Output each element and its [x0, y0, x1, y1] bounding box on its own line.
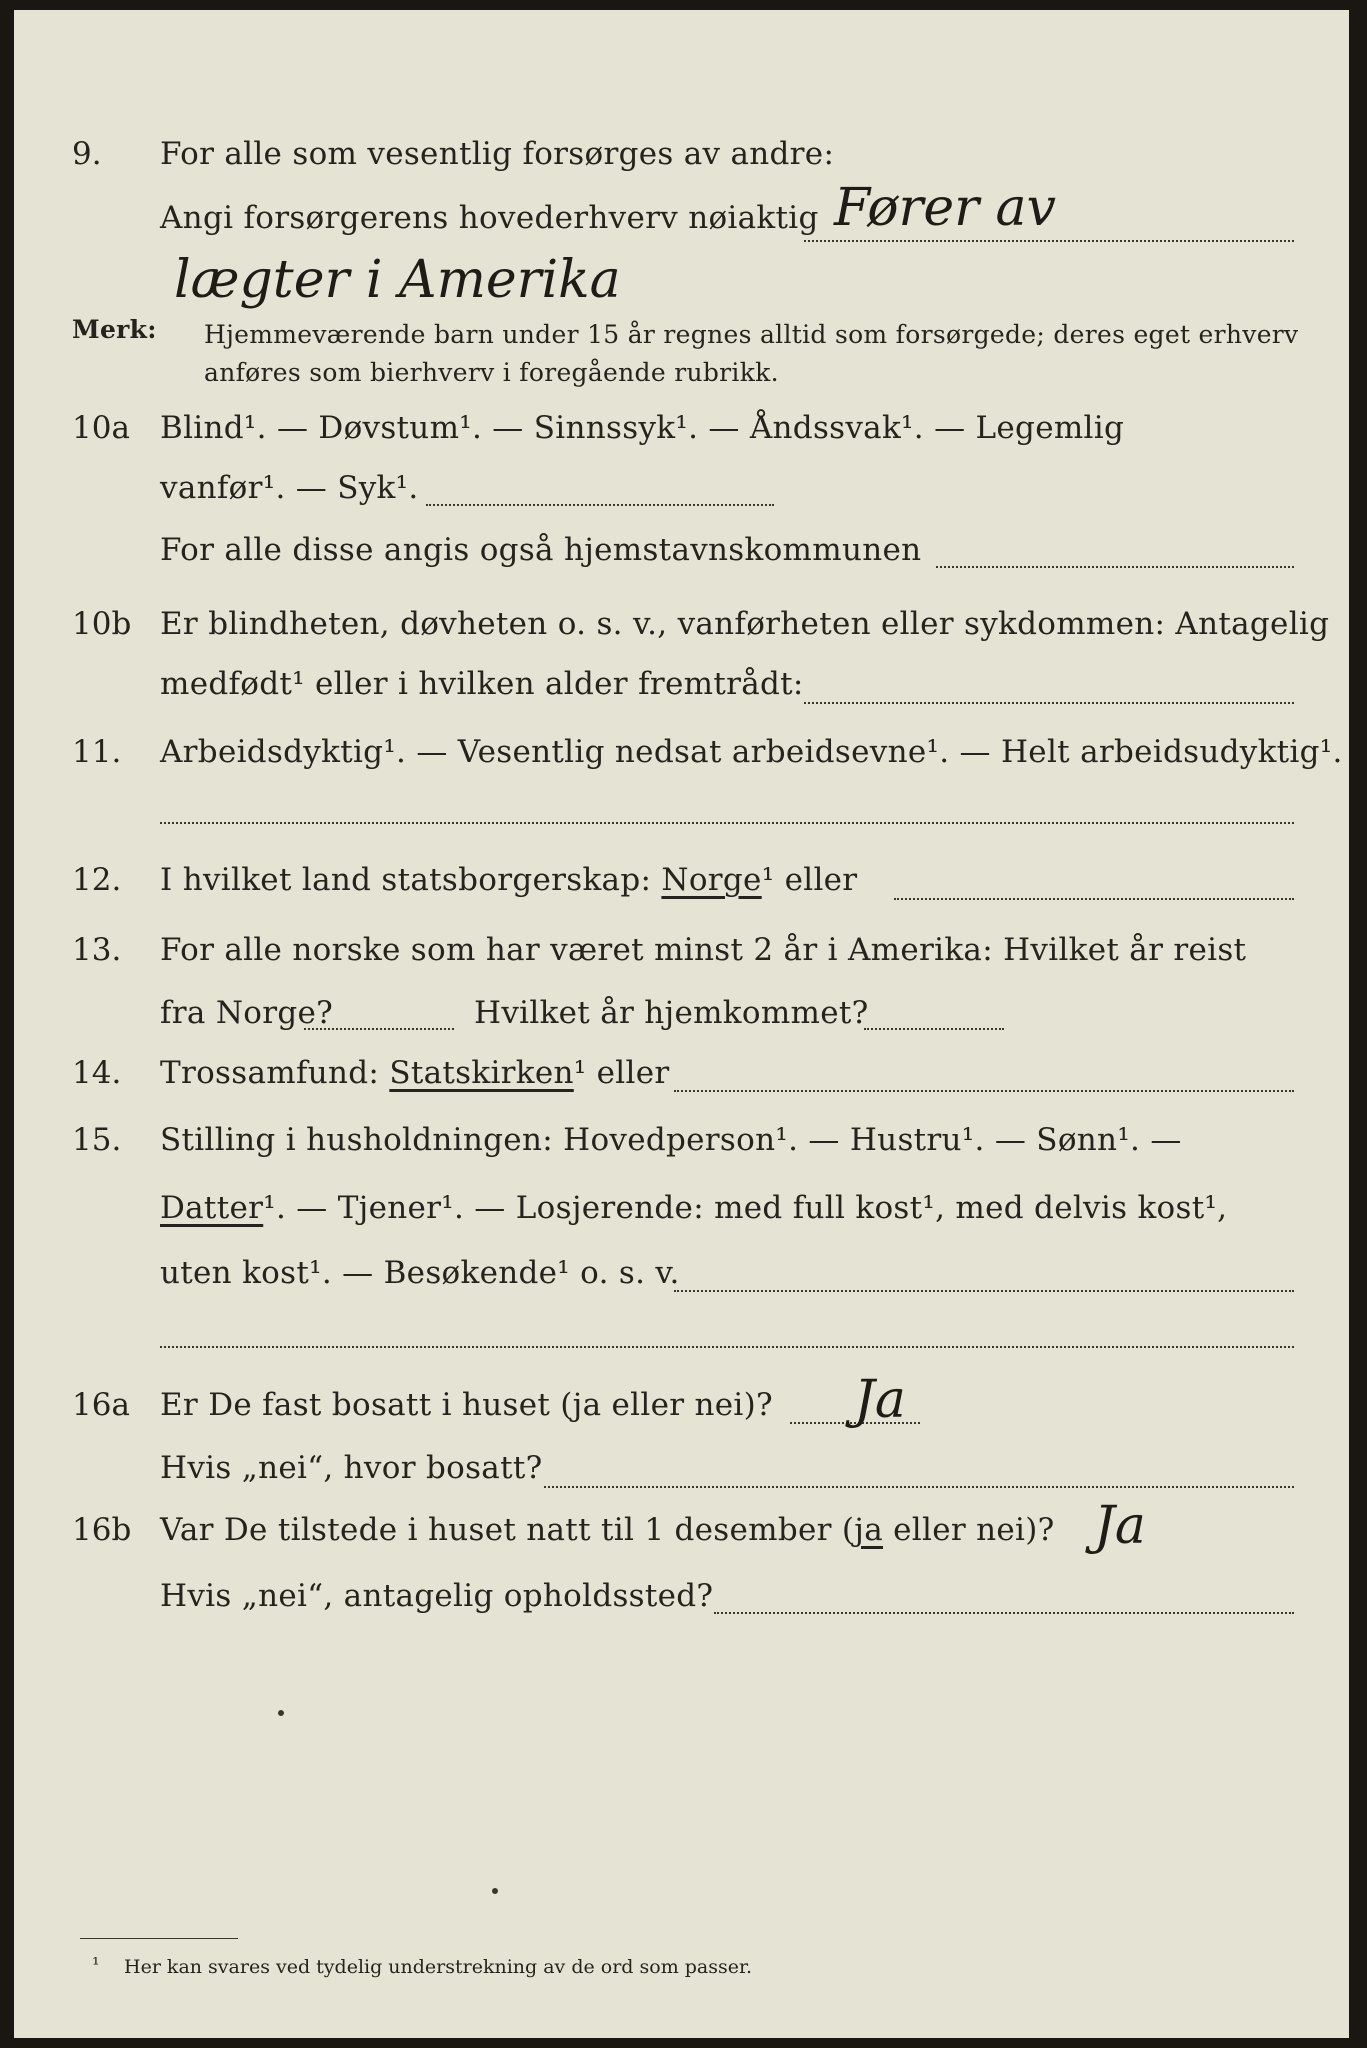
- q9-number: 9.: [72, 136, 102, 172]
- q12-post: ¹ eller: [761, 862, 858, 898]
- q11-answer-line: [160, 822, 1294, 824]
- q16a-line2: Hvis „nei“, hvor bosatt?: [160, 1450, 543, 1486]
- q15-line1: Stilling i husholdningen: Hovedperson¹. — Hustru¹. — Sønn¹. —: [160, 1122, 1182, 1158]
- q11-line1: Arbeidsdyktig¹. — Vesentlig nedsat arbeidsevne¹. — Helt arbeidsudyktig¹.: [160, 734, 1343, 770]
- q10b-line2: medfødt¹ eller i hvilken alder fremtrådt:: [160, 666, 804, 702]
- q12-number: 12.: [72, 862, 122, 898]
- q13-return-answer-line: [864, 1028, 1004, 1030]
- merk-label: Merk:: [72, 315, 157, 344]
- q9-line1: For alle som vesentlig forsørges av andre:: [160, 136, 835, 172]
- q15-answer-line-2: [160, 1346, 1294, 1348]
- q9-answer-line1: [804, 240, 1294, 242]
- q14-underlined-answer: Statskirken: [389, 1055, 574, 1091]
- q10b-answer-line: [804, 702, 1294, 704]
- q14-question: Trossamfund:: [160, 1055, 380, 1091]
- q16a-line1: Er De fast bosatt i huset (ja eller nei)?: [160, 1387, 773, 1423]
- q15-line2: ¹. — Tjener¹. — Losjerende: med full kost¹, med delvis kost¹,: [263, 1190, 1228, 1226]
- q15-answer-line: [674, 1290, 1294, 1292]
- ink-speck: [492, 1888, 498, 1894]
- q10b-line1: Er blindheten, døvheten o. s. v., vanførheten eller sykdommen: Antagelig: [160, 606, 1330, 642]
- q12-answer-line: [894, 898, 1294, 900]
- q10a-home-answer-line: [936, 566, 1294, 568]
- ink-speck: [278, 1710, 284, 1716]
- q16b-location-answer-line: [714, 1612, 1294, 1614]
- q10a-line2: vanfør¹. — Syk¹.: [160, 470, 419, 506]
- q13-departure-answer-line: [304, 1028, 454, 1030]
- q16a-residence-answer-line: [544, 1486, 1294, 1488]
- q9-handwritten-answer-1: Fører av: [834, 178, 1056, 238]
- q10a-number: 10a: [72, 410, 130, 446]
- q16b-line1a: Var De tilstede i huset natt til 1 desember (: [160, 1512, 855, 1548]
- q13-number: 13.: [72, 932, 122, 968]
- q11-number: 11.: [72, 734, 122, 770]
- q10b-number: 10b: [72, 606, 132, 642]
- q16a-number: 16a: [72, 1387, 130, 1423]
- q14-post: ¹ eller: [573, 1055, 670, 1091]
- q14-line: [160, 1055, 670, 1091]
- q16b-number: 16b: [72, 1512, 132, 1548]
- q16b-line2: Hvis „nei“, antagelig opholdssted?: [160, 1578, 714, 1614]
- q9-handwritten-answer-2: lægter i Amerika: [174, 250, 621, 310]
- footnote-mark: ¹: [92, 1954, 100, 1976]
- q13-line1: For alle norske som har været minst 2 år i Amerika: Hvilket år reist: [160, 932, 1247, 968]
- merk-line2: anføres som bierhverv i foregående rubrikk.: [204, 358, 779, 387]
- footnote-text: Her kan svares ved tydelig understrekning av de ord som passer.: [124, 1956, 753, 1978]
- q15-line3: uten kost¹. — Besøkende¹ o. s. v.: [160, 1255, 680, 1291]
- q12-underlined-answer: Norge: [661, 862, 762, 898]
- q15-number: 15.: [72, 1122, 122, 1158]
- q12-question: I hvilket land statsborgerskap:: [160, 862, 652, 898]
- q16b-underlined-answer: ja: [854, 1512, 883, 1548]
- q10a-line3: For alle disse angis også hjemstavnskommunen: [160, 532, 922, 568]
- q14-number: 14.: [72, 1055, 122, 1091]
- q16b-handwritten-answer: Ja: [1094, 1496, 1146, 1556]
- footnote-separator: [80, 1938, 238, 1939]
- q14-answer-line: [674, 1090, 1294, 1092]
- q12-line: [160, 862, 857, 898]
- q10a-line1: Blind¹. — Døvstum¹. — Sinnssyk¹. — Åndssvak¹. — Legemlig: [160, 410, 1125, 446]
- q16b-line1b: eller nei)?: [883, 1512, 1055, 1548]
- census-form-page: [14, 10, 1349, 2038]
- q13-line2a: fra Norge?: [160, 995, 334, 1031]
- q16b-line1: [160, 1512, 1055, 1548]
- merk-line1: Hjemmeværende barn under 15 år regnes alltid som forsørgede; deres eget erhverv: [204, 320, 1299, 349]
- q10a-answer-line: [426, 504, 774, 506]
- q9-line2: Angi forsørgerens hovederhverv nøiaktig: [160, 200, 819, 236]
- q16a-handwritten-answer: Ja: [854, 1370, 906, 1430]
- q15-underlined-answer: Datter: [160, 1190, 264, 1226]
- q13-line2b: Hvilket år hjemkommet?: [474, 995, 869, 1031]
- q15-line2-wrap: [160, 1190, 1227, 1226]
